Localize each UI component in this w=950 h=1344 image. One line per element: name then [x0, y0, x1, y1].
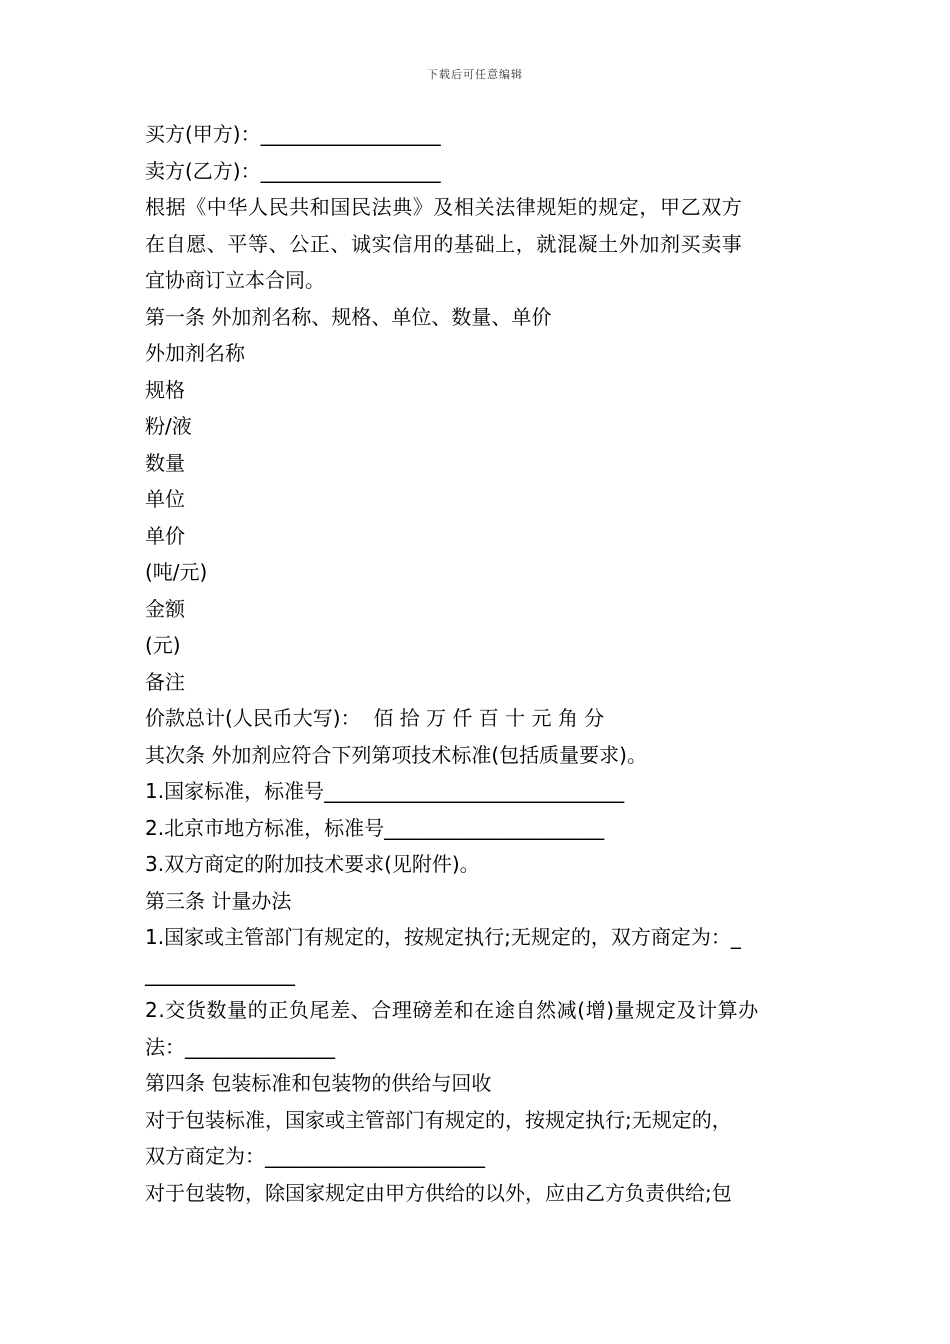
buyer-line: 买方(甲方)：__________________ — [145, 122, 441, 146]
table-field-label: (元) — [145, 633, 181, 657]
standard-item-2: 2.北京市地方标准，标准号______________________ — [145, 815, 605, 840]
packaging-standard-line-cont: 双方商定为：______________________ — [145, 1144, 485, 1168]
intro-paragraph-line: 在自愿、平等、公正、诚实信用的基础上，就混凝土外加剂买卖事 — [145, 231, 743, 256]
measurement-item-2: 2.交货数量的正负尾差、合理磅差和在途自然减(增)量规定及计算办 — [145, 998, 759, 1022]
contract-body — [145, 116, 810, 1211]
measurement-item-1-cont: _______________ — [145, 961, 295, 986]
table-field-label: (吨/元) — [145, 560, 208, 584]
standard-item-3: 3.双方商定的附加技术要求(见附件)。 — [145, 852, 480, 876]
measurement-item-2-cont: 法：_______________ — [145, 1034, 335, 1059]
table-field-label: 规格 — [145, 377, 185, 402]
table-field-label: 数量 — [145, 450, 185, 475]
article-1-heading: 第一条 外加剂名称、规格、单位、数量、单价 — [145, 304, 552, 329]
table-field-label: 备注 — [145, 669, 185, 694]
article-2-heading: 其次条 外加剂应符合下列第项技术标准(包括质量要求)。 — [145, 742, 647, 767]
measurement-item-1: 1.国家或主管部门有规定的，按规定执行;无规定的，双方商定为：_ — [145, 925, 741, 949]
table-field-label: 外加剂名称 — [145, 341, 245, 365]
article-3-heading: 第三条 计量办法 — [145, 888, 292, 913]
seller-line: 卖方(乙方)：__________________ — [145, 158, 441, 183]
intro-paragraph-line: 宜协商订立本合同。 — [145, 268, 325, 292]
table-field-label: 单位 — [145, 487, 185, 511]
table-field-label: 粉/液 — [145, 414, 192, 438]
table-field-label: 单价 — [145, 523, 185, 548]
packaging-supply-line: 对于包装物，除国家规定由甲方供给的以外，应由乙方负责供给;包 — [145, 1180, 732, 1205]
total-price-line: 价款总计(人民币大写)： 佰 拾 万 仟 百 十 元 角 分 — [145, 706, 605, 730]
article-4-heading: 第四条 包装标准和包装物的供给与回收 — [145, 1071, 492, 1095]
standard-item-1: 1.国家标准，标准号______________________________ — [145, 779, 625, 803]
intro-paragraph-line: 根据《中华人民共和国民法典》及相关法律规矩的规定，甲乙双方 — [145, 195, 743, 219]
table-field-label: 金额 — [145, 596, 185, 621]
packaging-standard-line: 对于包装标准，国家或主管部门有规定的，按规定执行;无规定的， — [145, 1107, 732, 1132]
page-header: 下载后可任意编辑 — [427, 68, 523, 81]
